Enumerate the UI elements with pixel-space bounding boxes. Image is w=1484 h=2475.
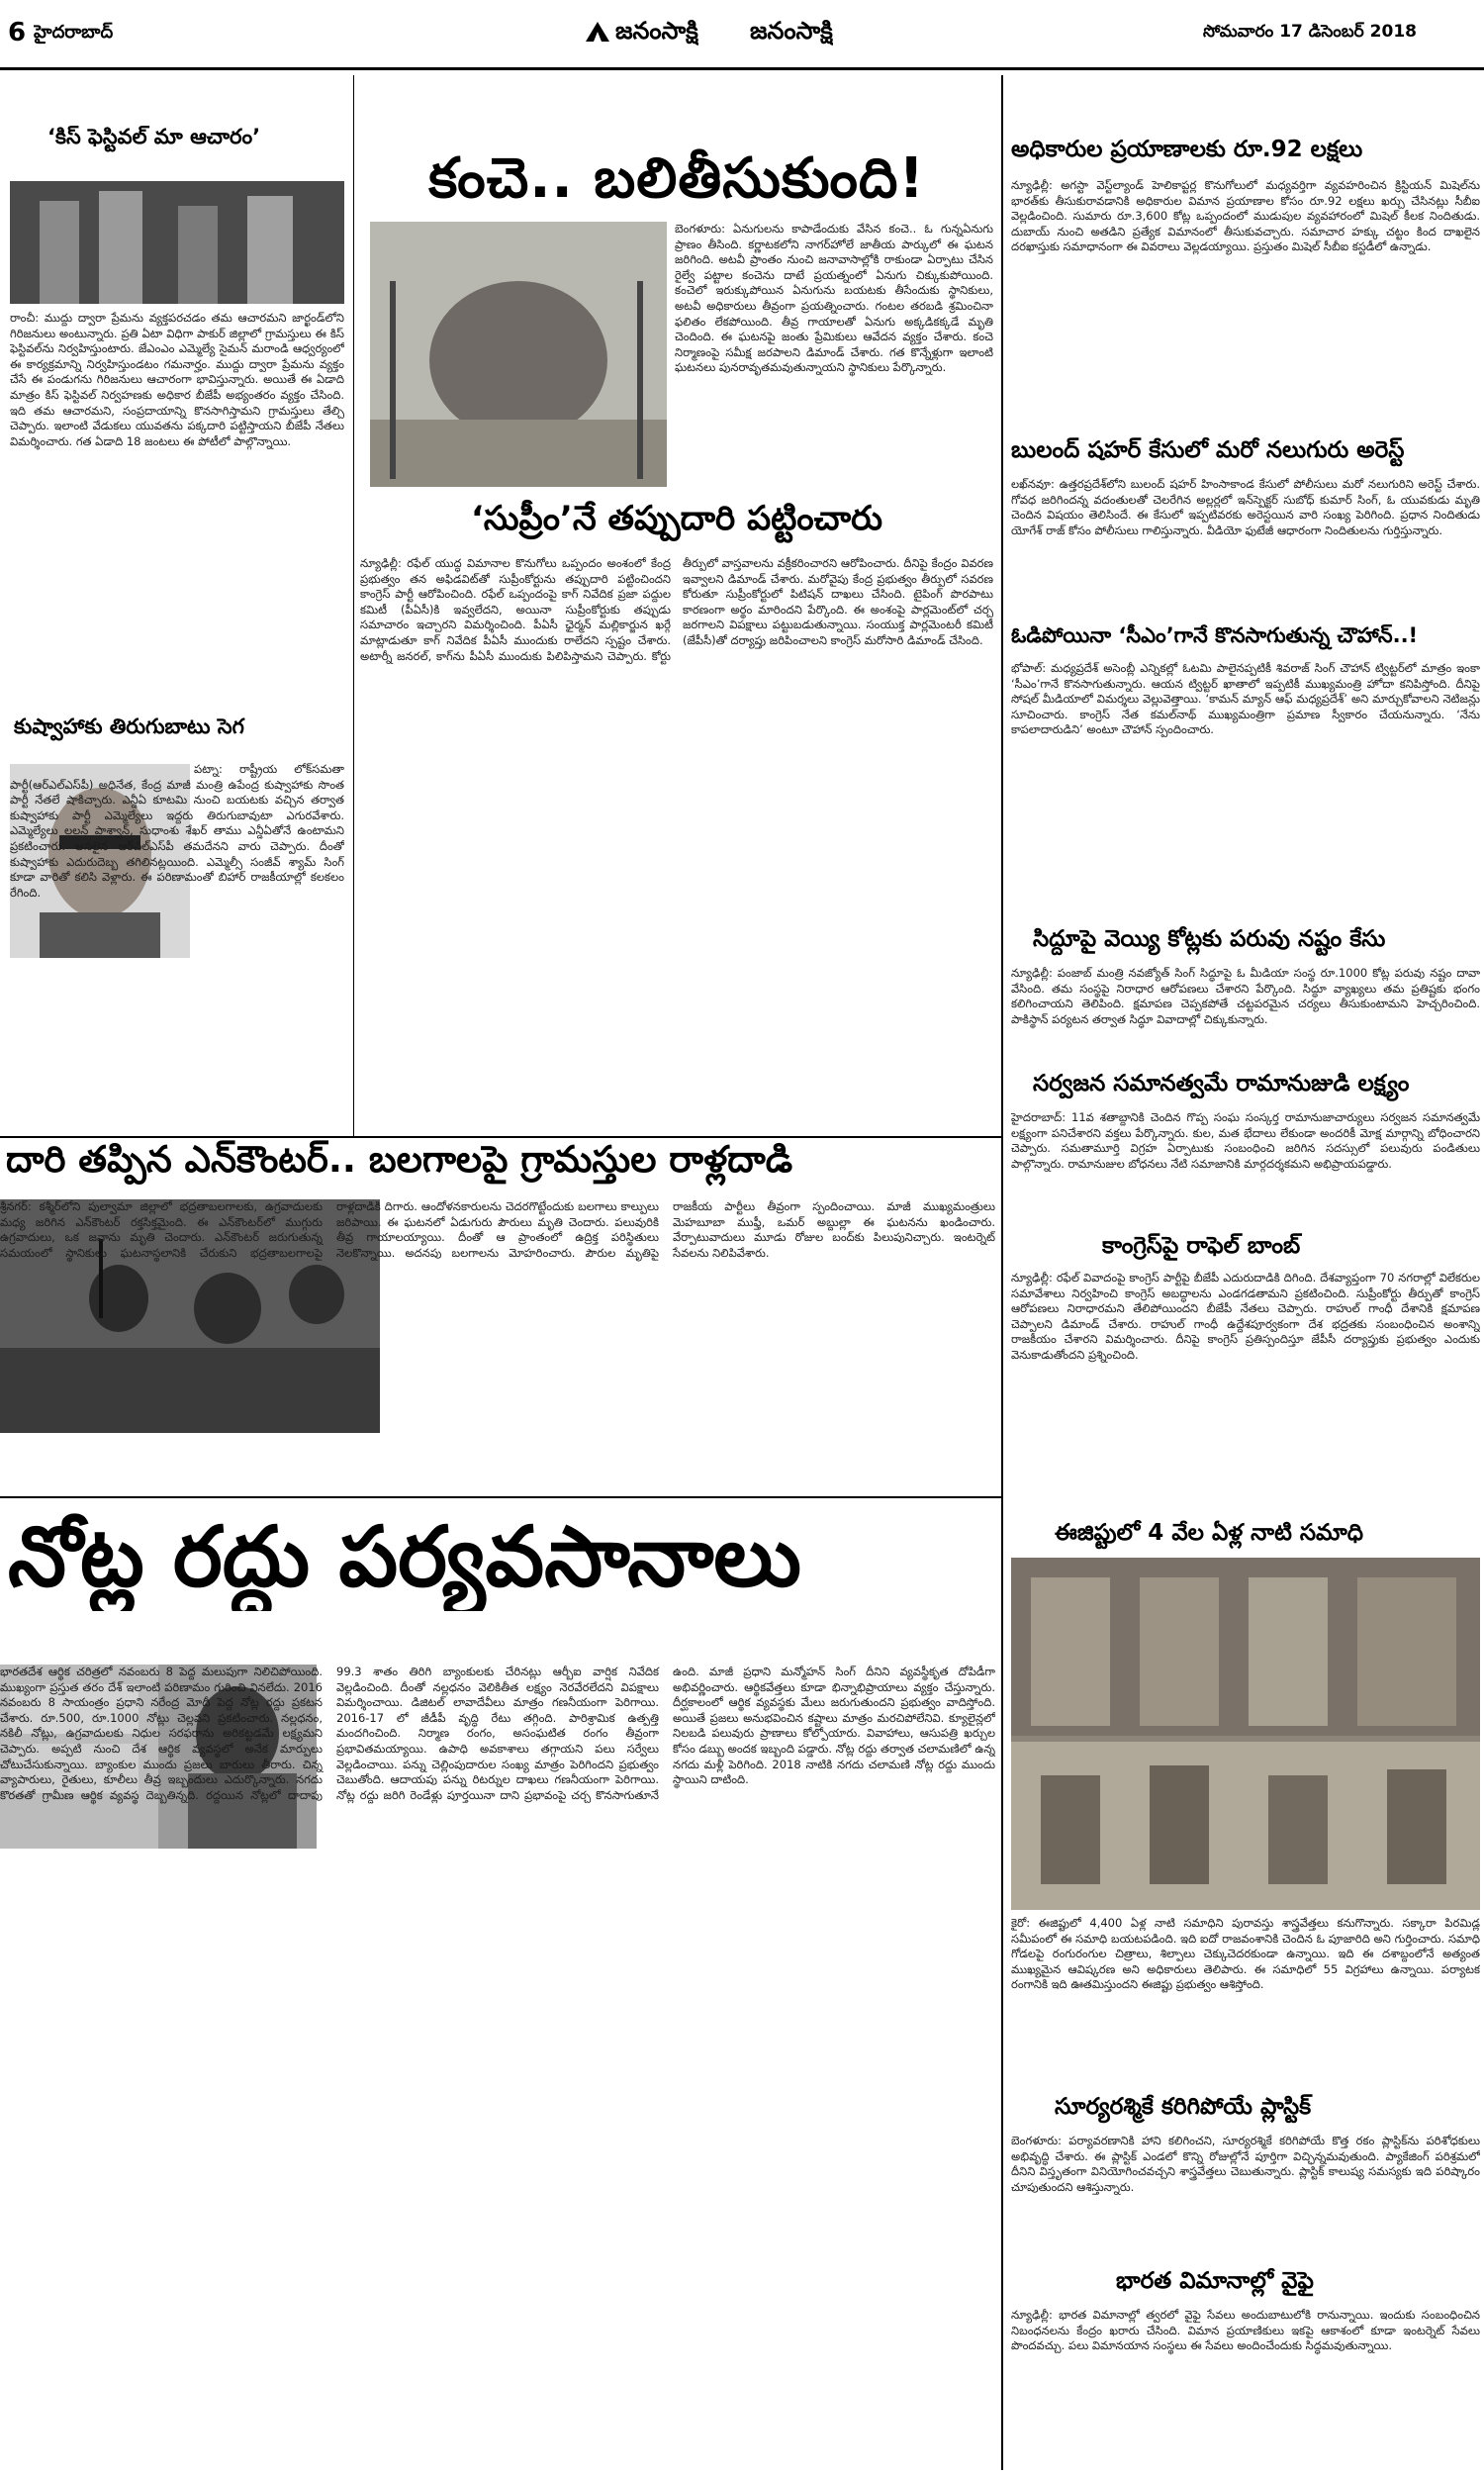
- adhikarula-headline: అధికారుల ప్రయాణాలకు రూ.92 లక్షలు: [1011, 137, 1363, 162]
- masthead-rule: [0, 67, 1484, 70]
- supreme-headline: ‘సుప్రీం’నే తప్పుదారి పట్టించారు: [470, 499, 883, 538]
- rafale-story: న్యూఢిల్లీ: రఫేల్ వివాదంపై కాంగ్రెస్ పార్టీపై బీజేపీ ఎదురుదాడికి దిగింది. దేశవ్యాప్తంగా 70 నగరాల్లో విలేకరుల సమావేశాలు నిర్వహించి కాంగ్రెస్ అబద్ధాలను ఎండగడతామని ప్రకటించింది. సుప్రీంకోర్టు తీర్పుతో కాంగ్రెస్ ఆరోపణలు నిరాధారమని తేలిపోయిందని బీజేపీ నేతలు చెప్పారు. రాహుల్ గాంధీ దేశానికి క్షమాపణ చెప్పాలని డిమాండ్ చేశారు. రాహుల్ గాంధీ ఉద్దేశపూర్వకంగా దేశ భద్రతకు సంబంధించిన అంశాన్ని రాజకీయం చేశారని విమర్శించారు. దీనిపై కాంగ్రెస్ ప్రతిస్పందిస్తూ జేపీసీ దర్యాప్తుకు ప్రభుత్వం ఎందుకు వెనుకాడుతోందని ప్రశ్నించింది.: [1011, 1271, 1480, 1362]
- encounter-headline: దారి తప్పిన ఎన్‌కౌంటర్.. బలగాలపై గ్రామస్తుల రాళ్లదాడి: [6, 1138, 793, 1181]
- siddu-story: న్యూఢిల్లీ: పంజాబ్ మంత్రి నవజ్యోత్ సింగ్ సిద్ధూపై ఓ మీడియా సంస్థ రూ.1000 కోట్ల పరువు నష్టం దావా వేసింది. తమ సంస్థపై నిరాధార ఆరోపణలు చేశారని పేర్కొంది. సిద్ధూ వ్యాఖ్యలు తమ ప్రతిష్టకు భంగం కలిగించాయని తెలిపింది. క్షమాపణ చెప్పకపోతే చట్టపరమైన చర్యలు తీసుకుంటామని హెచ్చరించింది. పాకిస్థాన్ పర్యటన తర్వాత సిద్ధూ వివాదాల్లో చిక్కుకున్నారు.: [1011, 966, 1480, 1026]
- supreme-story: న్యూఢిల్లీ: రఫేల్ యుద్ధ విమానాల కొనుగోలు ఒప్పందం అంశంలో కేంద్ర ప్రభుత్వం తన అఫిడవిట్‌తో సుప్రీంకోర్టును తప్పుదారి పట్టించిందని కాంగ్రెస్ పార్టీ ఆరోపించింది. రఫేల్ ఒప్పందంపై కాగ్ నివేదిక ప్రజా పద్దుల కమిటీ (పీఏసీ)కి ఇవ్వలేదని, అయినా సుప్రీంకోర్టుకు తప్పుడు సమాచారం ఇచ్చారని విమర్శించింది. పీఏసీ ఛైర్మన్ మల్లికార్జున ఖర్గే మాట్లాడుతూ కాగ్ నివేదిక పీఏసీ ముందుకు రాలేదని స్పష్టం చేశారు. అటార్నీ జనరల్, కాగ్‌ను పీఏసీ ముందుకు పిలిపిస్తామని చెప్పారు. కోర్టు తీర్పులో వాస్తవాలను వక్రీకరించారని ఆరోపించారు. దీనిపై కేంద్రం వివరణ ఇవ్వాలని డిమాండ్ చేశారు. మరోవైపు కేంద్ర ప్రభుత్వం తీర్పులో సవరణ కోరుతూ సుప్రీంకోర్టులో పిటిషన్ దాఖలు చేసింది. టైపింగ్ పొరపాటు కారణంగా అర్థం మారిందని పేర్కొంది. ఈ అంశంపై పార్లమెంట్‌లో చర్చ జరగాలని విపక్షాలు పట్టుబడుతున్నాయి. సంయుక్త పార్లమెంటరీ కమిటీ (జేపీసీ)తో దర్యాప్తు జరిపించాలని కాంగ్రెస్ మరోసారి డిమాండ్ చేసింది.: [360, 556, 993, 663]
- rafale-headline: కాంగ్రెస్‌పై రాఫెల్ బాంబ్: [1102, 1233, 1301, 1259]
- city-label: హైదరాబాద్: [34, 22, 114, 43]
- ramanuja-story: హైదరాబాద్: 11వ శతాబ్దానికి చెందిన గొప్ప సంఘ సంస్కర్త రామానుజాచార్యులు సర్వజన సమానత్వమే లక్ష్యంగా పనిచేశారని వక్తలు పేర్కొన్నారు. కుల, మత భేదాలు లేకుండా అందరికీ మోక్ష మార్గాన్ని బోధించారని చెప్పారు. సమతామూర్తి విగ్రహ ఏర్పాటుకు సంబంధించి జరిగిన సదస్సులో పలువురు పండితులు పాల్గొన్నారు. రామానుజుల బోధనలు నేటి సమాజానికి మార్గదర్శకమని అభిప్రాయపడ్డారు.: [1011, 1110, 1480, 1171]
- egypt-story: కైరో: ఈజిప్టులో 4,400 ఏళ్ల నాటి సమాధిని పురావస్తు శాస్త్రవేత్తలు కనుగొన్నారు. సక్కారా పిరమిడ్ల సమీపంలో ఈ సమాధి బయటపడింది. ఇది ఐదో రాజవంశానికి చెందిన ఓ పూజారిది అని గుర్తించారు. సమాధి గోడలపై రంగురంగుల చిత్రాలు, శిల్పాలు చెక్కుచెదరకుండా ఉన్నాయి. ఇది ఈ దశాబ్దంలోనే అత్యంత ముఖ్యమైన ఆవిష్కరణ అని అధికారులు తెలిపారు. ఈ సమాధిలో 55 విగ్రహాలు ఉన్నాయి. పర్యాటక రంగానికి ఇది ఊతమిస్తుందని ఈజిప్టు ప్రభుత్వం ఆశిస్తోంది.: [1011, 1916, 1480, 1992]
- kanche-headline: కంచె.. బలితీసుకుంది!: [428, 146, 925, 211]
- kiss-headline: ‘కిస్ ఫెస్టివల్ మా ఆచారం’: [47, 125, 261, 148]
- adhikarula-story: న్యూఢిల్లీ: అగస్టా వెస్ట్‌ల్యాండ్ హెలికాప్టర్ల కొనుగోలులో మధ్యవర్తిగా వ్యవహరించిన క్రిస్టియన్ మిషెల్‌ను భారత్‌కు తీసుకురావడానికి అధికారుల విమాన ప్రయాణాల కోసం రూ.92 లక్షలు ఖర్చు చేసినట్లు సీబీఐ వెల్లడించింది. సుమారు రూ.3,600 కోట్ల ఒప్పందంలో ముడుపుల వ్యవహారంలో మిషెల్ కీలక నిందితుడు. దుబాయ్ నుంచి అతడిని ప్రత్యేక విమానంలో తీసుకువచ్చారు. సమాచార హక్కు చట్టం కింద దాఖలైన దరఖాస్తుకు సమాధానంగా ఈ వివరాలు వెల్లడయ్యాయి. ప్రస్తుతం మిషెల్ సీబీఐ కస్టడీలో ఉన్నాడు.: [1011, 178, 1480, 254]
- masthead: [0, 0, 1484, 67]
- egypt-headline: ఈజిప్టులో 4 వేల ఏళ్ల నాటి సమాధి: [1055, 1520, 1363, 1546]
- kiss-photo: [10, 181, 344, 304]
- plastic-story: బెంగళూరు: పర్యావరణానికి హాని కలిగించని, సూర్యరశ్మికే కరిగిపోయే కొత్త రకం ప్లాస్టిక్‌ను పరిశోధకులు అభివృద్ధి చేశారు. ఈ ప్లాస్టిక్ ఎండలో కొన్ని రోజుల్లోనే పూర్తిగా విచ్ఛిన్నమవుతుంది. ప్యాకేజింగ్ పరిశ్రమలో దీనిని విస్తృతంగా వినియోగించవచ్చని శాస్త్రవేత్తలు చెబుతున్నారు. ప్లాస్టిక్ కాలుష్య సమస్యకు ఇది పరిష్కారం చూపుతుందని ఆశిస్తున్నారు.: [1011, 2134, 1480, 2194]
- logo-text-2: జనంసాక్షి: [750, 16, 833, 45]
- chouhan-headline: ఓడిపోయినా ‘సీఎం’గానే కొనసాగుతున్న చౌహాన్..!: [1011, 623, 1419, 647]
- egypt-photo: [1011, 1558, 1480, 1910]
- bulandshahr-story: లఖ్‌నవూ: ఉత్తరప్రదేశ్‌లోని బులంద్ షహర్ హింసాకాండ కేసులో పోలీసులు మరో నలుగురిని అరెస్ట్ చేశారు. గోవధ జరిగిందన్న వదంతులతో చెలరేగిన అల్లర్లలో ఇన్‌స్పెక్టర్ సుబోధ్ కుమార్ సింగ్, ఓ యువకుడు మృతి చెందిన విషయం తెలిసిందే. ఈ కేసులో ఇప్పటివరకు అరెస్టయిన వారి సంఖ్య పెరిగింది. ప్రధాన నిందితుడు యోగేశ్ రాజ్ కోసం పోలీసులు గాలిస్తున్నారు. వీడియో ఫుటేజీ ఆధారంగా నిందితులను గుర్తిస్తున్నారు.: [1011, 477, 1480, 537]
- logo-icon: [584, 20, 611, 44]
- wifi-story: న్యూఢిల్లీ: భారత విమానాల్లో త్వరలో వైఫై సేవలు అందుబాటులోకి రానున్నాయి. ఇందుకు సంబంధించిన నిబంధనలను కేంద్రం ఖరారు చేసింది. విమాన ప్రయాణికులు ఇకపై ఆకాశంలో కూడా ఇంటర్నెట్ సేవలు పొందవచ్చు. పలు విమానయాన సంస్థలు ఈ సేవలు అందించేందుకు సిద్ధమవుతున్నాయి.: [1011, 2308, 1480, 2353]
- logo-text-1: జనంసాక్షి: [615, 16, 698, 45]
- kiss-story: రాంచీ: ముద్దు ద్వారా ప్రేమను వ్యక్తపరచడం తమ ఆచారమని జార్ఖండ్‌లోని గిరిజనులు అంటున్నారు. ప్రతి ఏటా విధిగా పాకుర్ జిల్లాలో గ్రామస్తులు ఈ కిస్ ఫెస్టివల్‌ను నిర్వహిస్తుంటారు. జేఎంఎం ఎమ్మెల్యే సైమన్ మరాండి ఆధ్వర్యంలో ఈ కార్యక్రమాన్ని నిర్వహిస్తుండటం గమనార్హం. ముద్దు ద్వారా ప్రేమను వ్యక్తం చేసే ఈ పండుగను గిరిజనులు ఆచారంగా భావిస్తున్నారు. అయితే ఈ ఏడాది మాత్రం కిస్ ఫెస్టివల్‌ నిర్వహణకు అధికార బీజేపీ అభ్యంతరం వ్యక్తం చేసింది. ఇది తమ ఆచారమని, సంప్రదాయాన్ని కొనసాగిస్తామని గ్రామస్తులు తేల్చి చెప్పారు. ఇలాంటి వేడుకలు యువతను పక్కదారి పట్టిస్తాయని బీజేపీ నేతలు విమర్శించారు. గత ఏడాది 18 జంటలు ఈ పోటీలో పాల్గొన్నాయి.: [10, 311, 344, 448]
- date-label: సోమవారం 17 డిసెంబర్ 2018: [1203, 22, 1417, 42]
- kushwaha-headline: కుష్వాహాకు తిరుగుబాటు సెగ: [14, 714, 244, 738]
- divider-left: [353, 75, 354, 1136]
- wifi-headline: భారత విమానాల్లో వైఫై: [1116, 2268, 1314, 2294]
- divider-right: [1001, 75, 1003, 2470]
- chouhan-story: భోపాల్: మధ్యప్రదేశ్ అసెంబ్లీ ఎన్నికల్లో ఓటమి పాలైనప్పటికీ శివరాజ్ సింగ్ చౌహాన్ ట్విట్టర్‌లో మాత్రం ఇంకా ‘సీఎం’గానే కొనసాగుతున్నారు. ఆయన ట్విట్టర్ ఖాతాలో ఇప్పటికీ ముఖ్యమంత్రి హోదా కనిపిస్తోంది. దీనిపై సోషల్ మీడియాలో విమర్శలు వెల్లువెత్తాయి. ‘కామన్ మ్యాన్ ఆఫ్ మధ్యప్రదేశ్’ అని మార్చుకోవాలని నెటిజన్లు సూచించారు. కాంగ్రెస్ నేత కమల్‌నాథ్ ముఖ్యమంత్రిగా ప్రమాణ స్వీకారం చేయనున్నారు. ‘నేను కాపలాదారుడిని’ అంటూ చౌహాన్ స్పందించారు.: [1011, 661, 1480, 737]
- kushwaha-story: పట్నా: రాష్ట్రీయ లోక్‌సమతా పార్టీ(ఆర్‌ఎల్‌ఎస్‌పీ) అధినేత, కేంద్ర మాజీ మంత్రి ఉపేంద్ర కుష్వాహాకు సొంత పార్టీ నేతలే షాకిచ్చారు. ఎన్డీఏ కూటమి నుంచి బయటకు వచ్చిన తర్వాత కుష్వాహాకు పార్టీ ఎమ్మెల్యేలు ఇద్దరు తిరుగుబావుటా ఎగురవేశారు. ఎమ్మెల్యేలు లలన్ పాశ్వాన్, సుధాంశు శేఖర్ తాము ఎన్డీఏతోనే ఉంటామని ప్రకటించారు. అసలైన ఆర్‌ఎల్‌ఎస్‌పీ తమదేనని వారు చెప్పారు. దీంతో కుష్వాహాకు ఎదురుదెబ్బ తగిలినట్లయింది. ఎమ్మెల్సీ సంజీవ్ శ్యామ్ సింగ్ కూడా వారితో కలిసి వెళ్లారు. ఈ పరిణామంతో బిహార్ రాజకీయాల్లో కలకలం రేగింది.: [10, 762, 344, 900]
- kanche-photo: [370, 222, 667, 487]
- kanche-story: బెంగళూరు: ఏనుగులను కాపాడేందుకు వేసిన కంచె.. ఓ గున్నఏనుగు ప్రాణం తీసింది. కర్ణాటకలోని నాగర్‌హోలే జాతీయ పార్కులో ఈ ఘటన జరిగింది. అటవీ ప్రాంతం నుంచి జనావాసాల్లోకి రాకుండా ఏర్పాటు చేసిన రైల్వే పట్టాల కంచెను దాటే ప్రయత్నంలో ఏనుగు చిక్కుకుపోయింది. కంచెలో ఇరుక్కుపోయిన ఏనుగును బయటకు తీసేందుకు స్థానికులు, అటవీ అధికారులు తీవ్రంగా ప్రయత్నించారు. గంటల తరబడి శ్రమించినా ఫలితం లేకపోయింది. తీవ్ర గాయాలతో ఏనుగు అక్కడికక్కడే మృతి చెందింది. ఈ ఘటనపై జంతు ప్రేమికులు ఆవేదన వ్యక్తం చేశారు. కంచె నిర్మాణంపై సమీక్ష జరపాలని డిమాండ్ చేశారు. గత కొన్నేళ్లుగా ఇలాంటి ఘటనలు పునరావృతమవుతున్నాయని స్థానికులు పేర్కొన్నారు.: [675, 222, 993, 375]
- encounter-story: శ్రీనగర్: కశ్మీర్‌లోని పుల్వామా జిల్లాలో భద్రతాబలగాలకు, ఉగ్రవాదులకు మధ్య జరిగిన ఎన్‌కౌంటర్ రక్తసిక్తమైంది. ఈ ఎన్‌కౌంటర్‌లో ముగ్గురు ఉగ్రవాదులు, ఒక జవాను మృతి చెందారు. ఎన్‌కౌంటర్ జరుగుతున్న సమయంలో స్థానికులు ఘటనాస్థలానికి చేరుకుని భద్రతాబలగాలపై రాళ్లదాడికి దిగారు. ఆందోళనకారులను చెదరగొట్టేందుకు బలగాలు కాల్పులు జరిపాయి. ఈ ఘటనలో ఏడుగురు పౌరులు మృతి చెందారు. పలువురికి తీవ్ర గాయాలయ్యాయి. దీంతో ఆ ప్రాంతంలో ఉద్రిక్త పరిస్థితులు నెలకొన్నాయి. అదనపు బలగాలను మోహరించారు. పౌరుల మృతిపై రాజకీయ పార్టీలు తీవ్రంగా స్పందించాయి. మాజీ ముఖ్యమంత్రులు మెహబూబా ముఫ్తీ, ఒమర్ అబ్దుల్లా ఈ ఘటనను ఖండించారు. వేర్పాటువాదులు మూడు రోజుల బంద్‌కు పిలుపునిచ్చారు. ఇంటర్నెట్ సేవలను నిలిపివేశారు.: [0, 1199, 995, 1260]
- plastic-headline: సూర్యరశ్మికే కరిగిపోయే ప్లాస్టిక్: [1055, 2094, 1312, 2120]
- notes-story: భారతదేశ ఆర్థిక చరిత్రలో నవంబరు 8 పెద్ద మలుపుగా నిలిచిపోయింది. ముఖ్యంగా ప్రస్తుత తరం దేశ్ ఇలాంటి పరిణామం గురించి వినలేదు. 2016 నవంబరు 8 సాయంత్రం ప్రధాని నరేంద్ర మోదీ పెద్ద నోట్ల రద్దు ప్రకటన చేశారు. రూ.500, రూ.1000 నోట్లు చెల్లవని ప్రకటించారు. నల్లధనం, నకిలీ నోట్లు, ఉగ్రవాదులకు నిధుల సరఫరాను అరికట్టడమే లక్ష్యమని చెప్పారు. అప్పటి నుంచి దేశ ఆర్థిక వ్యవస్థలో అనేక మార్పులు చోటుచేసుకున్నాయి. బ్యాంకుల ముందు ప్రజలు బారులు తీరారు. చిన్న వ్యాపారులు, రైతులు, కూలీలు తీవ్ర ఇబ్బందులు ఎదుర్కొన్నారు. నగదు కొరతతో గ్రామీణ ఆర్థిక వ్యవస్థ దెబ్బతిన్నది. రద్దయిన నోట్లలో దాదాపు 99.3 శాతం తిరిగి బ్యాంకులకు చేరినట్లు ఆర్బీఐ వార్షిక నివేదిక వెల్లడించింది. దీంతో నల్లధనం వెలికితీత లక్ష్యం నెరవేరలేదని విపక్షాలు విమర్శించాయి. డిజిటల్ లావాదేవీలు మాత్రం గణనీయంగా పెరిగాయి. 2016-17 లో జీడీపీ వృద్ధి రేటు తగ్గింది. పారిశ్రామిక ఉత్పత్తి మందగించింది. నిర్మాణ రంగం, అసంఘటిత రంగం తీవ్రంగా ప్రభావితమయ్యాయి. ఉపాధి అవకాశాలు తగ్గాయని పలు సర్వేలు వెల్లడించాయి. పన్ను చెల్లింపుదారుల సంఖ్య మాత్రం పెరిగిందని ప్రభుత్వం చెబుతోంది. ఆదాయపు పన్ను రిటర్నుల దాఖలు గణనీయంగా పెరిగాయి. నోట్ల రద్దు జరిగి రెండేళ్లు పూర్తయినా దాని ప్రభావంపై చర్చ కొనసాగుతూనే ఉంది. మాజీ ప్రధాని మన్మోహన్ సింగ్ దీనిని వ్యవస్థీకృత దోపిడీగా అభివర్ణించారు. ఆర్థికవేత్తలు కూడా భిన్నాభిప్రాయాలు వ్యక్తం చేస్తున్నారు. దీర్ఘకాలంలో ఆర్థిక వ్యవస్థకు మేలు జరుగుతుందని ప్రభుత్వం వాదిస్తోంది. అయితే ప్రజలు అనుభవించిన కష్టాలు మాత్రం మరచిపోలేనివి. క్యూలైన్లలో నిలబడి పలువురు ప్రాణాలు కోల్పోయారు. వివాహాలు, ఆసుపత్రి ఖర్చుల కోసం డబ్బు అందక ఇబ్బంది పడ్డారు. నోట్ల రద్దు తర్వాత చలామణిలో ఉన్న నగదు మళ్లీ పెరిగింది. 2018 నాటికి నగదు చలామణి నోట్ల రద్దు ముందు స్థాయిని దాటింది.: [0, 1665, 995, 1802]
- notes-headline: నోట్ల రద్దు పర్యవసానాలు: [8, 1508, 801, 1605]
- bulandshahr-headline: బులంద్ షహర్ కేసులో మరో నలుగురు అరెస్ట్: [1011, 437, 1405, 463]
- notes-top-rule: [0, 1496, 1001, 1498]
- siddu-headline: సిద్దూపై వెయ్యి కోట్లకు పరువు నష్టం కేసు: [1033, 926, 1386, 952]
- ramanuja-headline: సర్వజన సమానత్వమే రామానుజుడి లక్ష్యం: [1033, 1071, 1410, 1096]
- page-number: 6: [8, 18, 27, 48]
